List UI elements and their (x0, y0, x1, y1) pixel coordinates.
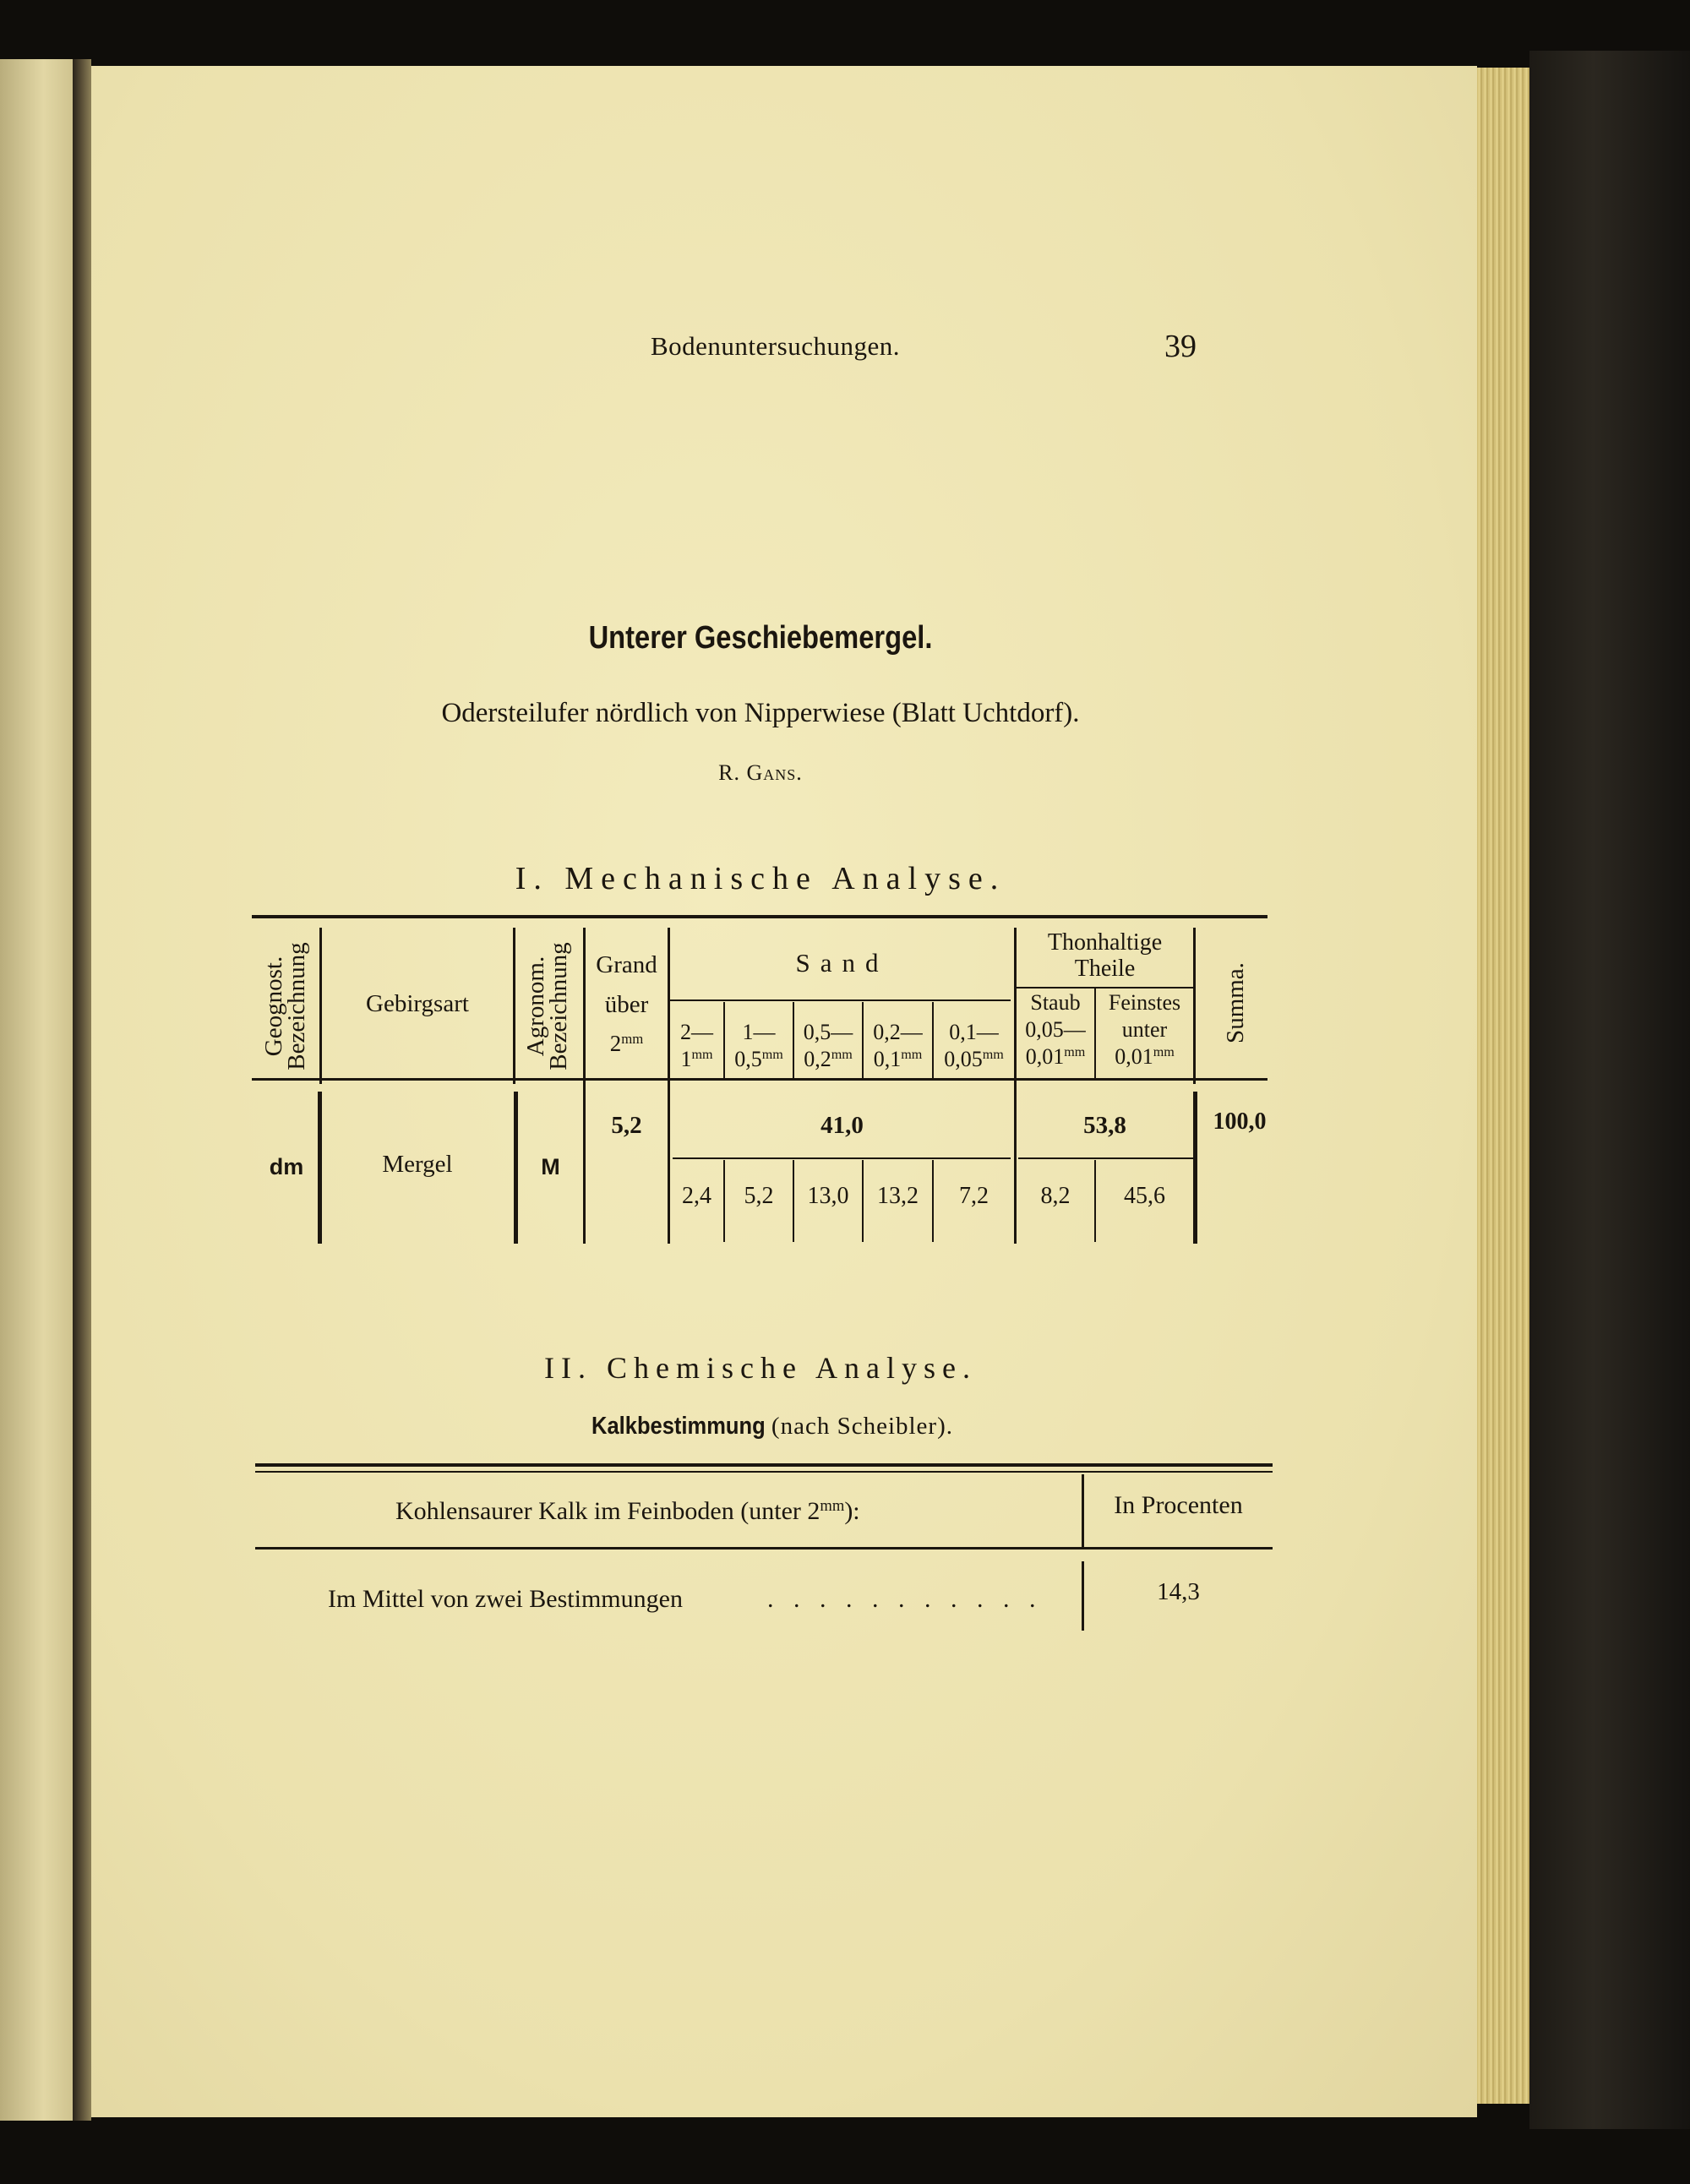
sand-col-5-bottom: 0,05 (944, 1047, 983, 1071)
chem-header-rule (255, 1547, 1273, 1549)
sand-col-3-unit: mm (831, 1048, 853, 1063)
sand-col-5 (934, 1019, 1014, 1073)
section-title: Unterer Geschiebemergel. (588, 620, 933, 656)
row-sand-4: 13,2 (877, 1183, 919, 1209)
sand-col-4-top: 0,2— (873, 1020, 923, 1044)
page-edges (1477, 68, 1529, 2104)
sand-col-2-top: 1— (742, 1020, 776, 1044)
grand-size: 2 (609, 1031, 622, 1056)
chemical-subheading (473, 1413, 1048, 1441)
subheading-rest: (nach Scheibler). (771, 1413, 953, 1440)
staub-line2: 0,05— (1025, 1017, 1086, 1042)
row-gebirgsart: Mergel (382, 1151, 453, 1178)
sand-col-1 (670, 1019, 723, 1073)
row-sand-3: 13,0 (807, 1183, 849, 1209)
feinstes-line1: Feinstes (1108, 990, 1181, 1015)
header-geognost-line1: Geognost. (260, 956, 287, 1057)
chem-top-rule-2 (255, 1471, 1273, 1473)
author: R. Gans. (718, 760, 803, 785)
page-number: 39 (1164, 329, 1197, 364)
section-subtitle: Odersteilufer nördlich von Nipperwiese (Blatt Uchtdorf). (441, 698, 1080, 728)
header-summa: Summa. (1222, 962, 1249, 1043)
running-title: Bodenuntersuchungen. (651, 331, 900, 361)
sand-col-3 (794, 1019, 862, 1073)
row-staub: 8,2 (1040, 1183, 1071, 1209)
chem-row-label: Im Mittel von zwei Bestimmungen (328, 1585, 683, 1613)
sand-col-5-top: 0,1— (949, 1020, 999, 1044)
sand-subheader-rule (670, 999, 1011, 1001)
row-feinstes: 45,6 (1124, 1183, 1165, 1209)
sand-col-1-unit: mm (691, 1048, 713, 1063)
chem-row-value: 14,3 (1157, 1578, 1200, 1605)
book-cover (1529, 51, 1690, 2129)
header-staub (1017, 989, 1094, 1070)
row-summa: 100,0 (1213, 1108, 1267, 1135)
facing-page-edge (0, 59, 73, 2121)
sand-col-4 (864, 1019, 932, 1073)
row-sand-5: 7,2 (959, 1183, 989, 1209)
chem-top-rule-1 (255, 1463, 1273, 1467)
header-grand-line3 (586, 1032, 668, 1055)
thon-subheader-rule (1016, 987, 1193, 989)
table-top-rule (252, 915, 1268, 918)
header-agronom (522, 926, 572, 1087)
header-gebirgsart: Gebirgsart (366, 990, 469, 1017)
row-grand: 5,2 (611, 1112, 642, 1139)
header-geognost (260, 926, 310, 1087)
chem-col1-unit: mm (820, 1496, 845, 1515)
header-grand-line1: Grand (596, 951, 657, 978)
header-sand: Sand (795, 948, 889, 978)
chemical-heading: II. Chemische Analyse. (544, 1351, 977, 1385)
header-agronom-line1: Agronom. (522, 956, 549, 1057)
header-bottom-rule (252, 1078, 1268, 1081)
header-agronom-line2: Bezeichnung (545, 942, 572, 1070)
sand-col-2-bottom: 0,5 (734, 1047, 762, 1071)
feinstes-line2: unter (1121, 1017, 1168, 1042)
grand-unit: mm (621, 1030, 644, 1047)
row-sand-total: 41,0 (820, 1112, 864, 1139)
header-grand-line2: über (604, 991, 649, 1018)
header-feinstes (1096, 989, 1193, 1070)
subheading-bold: Kalkbestimmung (592, 1413, 766, 1440)
col-rule (1193, 928, 1196, 1084)
book-page (91, 66, 1477, 2117)
row-agronom: M (541, 1154, 560, 1179)
feinstes-line3: 0,01 (1115, 1044, 1153, 1069)
sand-col-1-top: 2— (680, 1020, 713, 1044)
totals-rule-sand (673, 1157, 1011, 1159)
col-rule (513, 928, 515, 1084)
row-thon-total: 53,8 (1083, 1112, 1126, 1139)
header-geognost-line2: Bezeichnung (283, 942, 310, 1070)
header-thon-line2: Theile (1074, 956, 1136, 982)
feinstes-unit: mm (1153, 1045, 1175, 1060)
chem-col1-text: Kohlensaurer Kalk im Feinboden (unter 2 (395, 1497, 820, 1525)
sand-col-2 (725, 1019, 793, 1073)
row-sand-1: 2,4 (682, 1183, 711, 1209)
book-gutter (73, 59, 91, 2121)
chem-col1-tail: ): (844, 1497, 860, 1525)
sand-col-2-unit: mm (761, 1048, 783, 1063)
mechanical-heading: I. Mechanische Analyse. (515, 861, 1006, 896)
staub-unit: mm (1064, 1045, 1086, 1060)
sand-col-4-unit: mm (901, 1048, 923, 1063)
sand-col-4-bottom: 0,1 (873, 1047, 902, 1071)
sand-col-3-bottom: 0,2 (804, 1047, 831, 1071)
staub-line3: 0,01 (1025, 1044, 1065, 1069)
chem-row-dots: . . . . . . . . . . . (767, 1585, 1043, 1613)
chem-col1-header (395, 1497, 860, 1526)
sand-col-5-unit: mm (982, 1048, 1004, 1063)
totals-rule-thon (1018, 1157, 1194, 1159)
chem-col2-header: In Procenten (1114, 1491, 1243, 1519)
row-geognost: dm (269, 1154, 304, 1179)
staub-line1: Staub (1030, 990, 1081, 1015)
sand-col-3-top: 0,5— (803, 1020, 853, 1044)
row-sand-2: 5,2 (744, 1183, 774, 1209)
sand-col-1-bottom: 1 (680, 1047, 692, 1071)
header-thon-line1: Thonhaltige (1047, 929, 1163, 956)
